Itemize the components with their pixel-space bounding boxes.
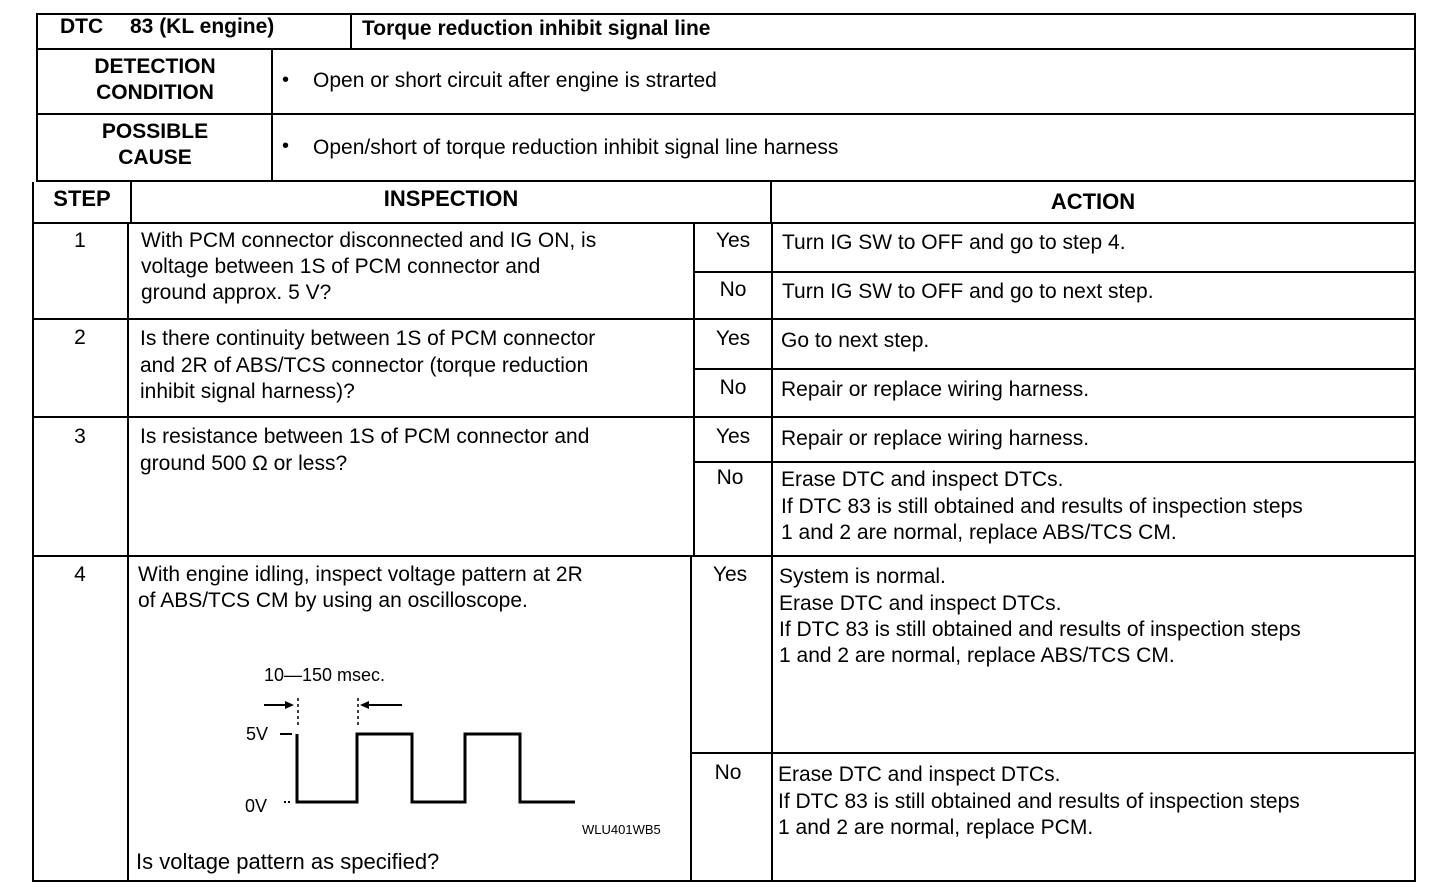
yes-action: If DTC 83 is still obtained and results of inspection steps	[779, 618, 1301, 641]
no-label: No	[719, 278, 747, 301]
no-label: No	[714, 761, 742, 784]
dtc-code: 83 (KL engine)	[130, 15, 275, 38]
detection-text: Open or short circuit after engine is strarted	[313, 69, 717, 92]
high-voltage-label: 5V	[246, 724, 269, 744]
step-number: 2	[74, 326, 86, 349]
no-action: Repair or replace wiring harness.	[781, 378, 1090, 401]
dtc-label: DTC	[60, 15, 104, 38]
dtc-title: Torque reduction inhibit signal line	[362, 17, 711, 40]
no-action: If DTC 83 is still obtained and results of inspection steps	[781, 495, 1303, 518]
no-action: Erase DTC and inspect DTCs.	[778, 763, 1061, 786]
yes-action: Erase DTC and inspect DTCs.	[779, 592, 1062, 615]
low-voltage-label: 0V	[245, 796, 268, 816]
bullet-icon: •	[282, 135, 290, 157]
yes-action: Go to next step.	[781, 329, 930, 352]
figure-id: WLU401WB5	[582, 822, 661, 837]
no-label: No	[719, 376, 747, 399]
yes-action: 1 and 2 are normal, replace ABS/TCS CM.	[779, 644, 1175, 667]
step4-question: Is voltage pattern as specified?	[136, 849, 440, 874]
yes-label: Yes	[712, 563, 748, 586]
yes-label: Yes	[715, 425, 751, 448]
yes-action: Turn IG SW to OFF and go to step 4.	[782, 231, 1126, 254]
step-number: 1	[74, 229, 86, 252]
yes-action: System is normal.	[779, 565, 946, 588]
yes-label: Yes	[715, 229, 751, 252]
step-number: 4	[74, 563, 86, 586]
bullet-icon: •	[282, 69, 290, 91]
no-action: 1 and 2 are normal, replace ABS/TCS CM.	[781, 521, 1177, 544]
yes-action: Repair or replace wiring harness.	[781, 427, 1090, 450]
no-label: No	[716, 466, 744, 489]
yes-label: Yes	[715, 327, 751, 350]
no-action: Erase DTC and inspect DTCs.	[781, 468, 1064, 491]
header-inspection: INSPECTION	[383, 186, 519, 211]
timing-label: 10—150 msec.	[264, 665, 386, 685]
step-number: 3	[74, 425, 86, 448]
cause-text: Open/short of torque reduction inhibit signal line harness	[313, 136, 839, 159]
no-action: 1 and 2 are normal, replace PCM.	[778, 816, 1094, 839]
header-step: STEP	[53, 186, 111, 211]
no-action: If DTC 83 is still obtained and results of inspection steps	[778, 790, 1300, 813]
waveform-graph	[250, 690, 590, 820]
no-action: Turn IG SW to OFF and go to next step.	[782, 280, 1154, 303]
header-action: ACTION	[1050, 189, 1136, 214]
